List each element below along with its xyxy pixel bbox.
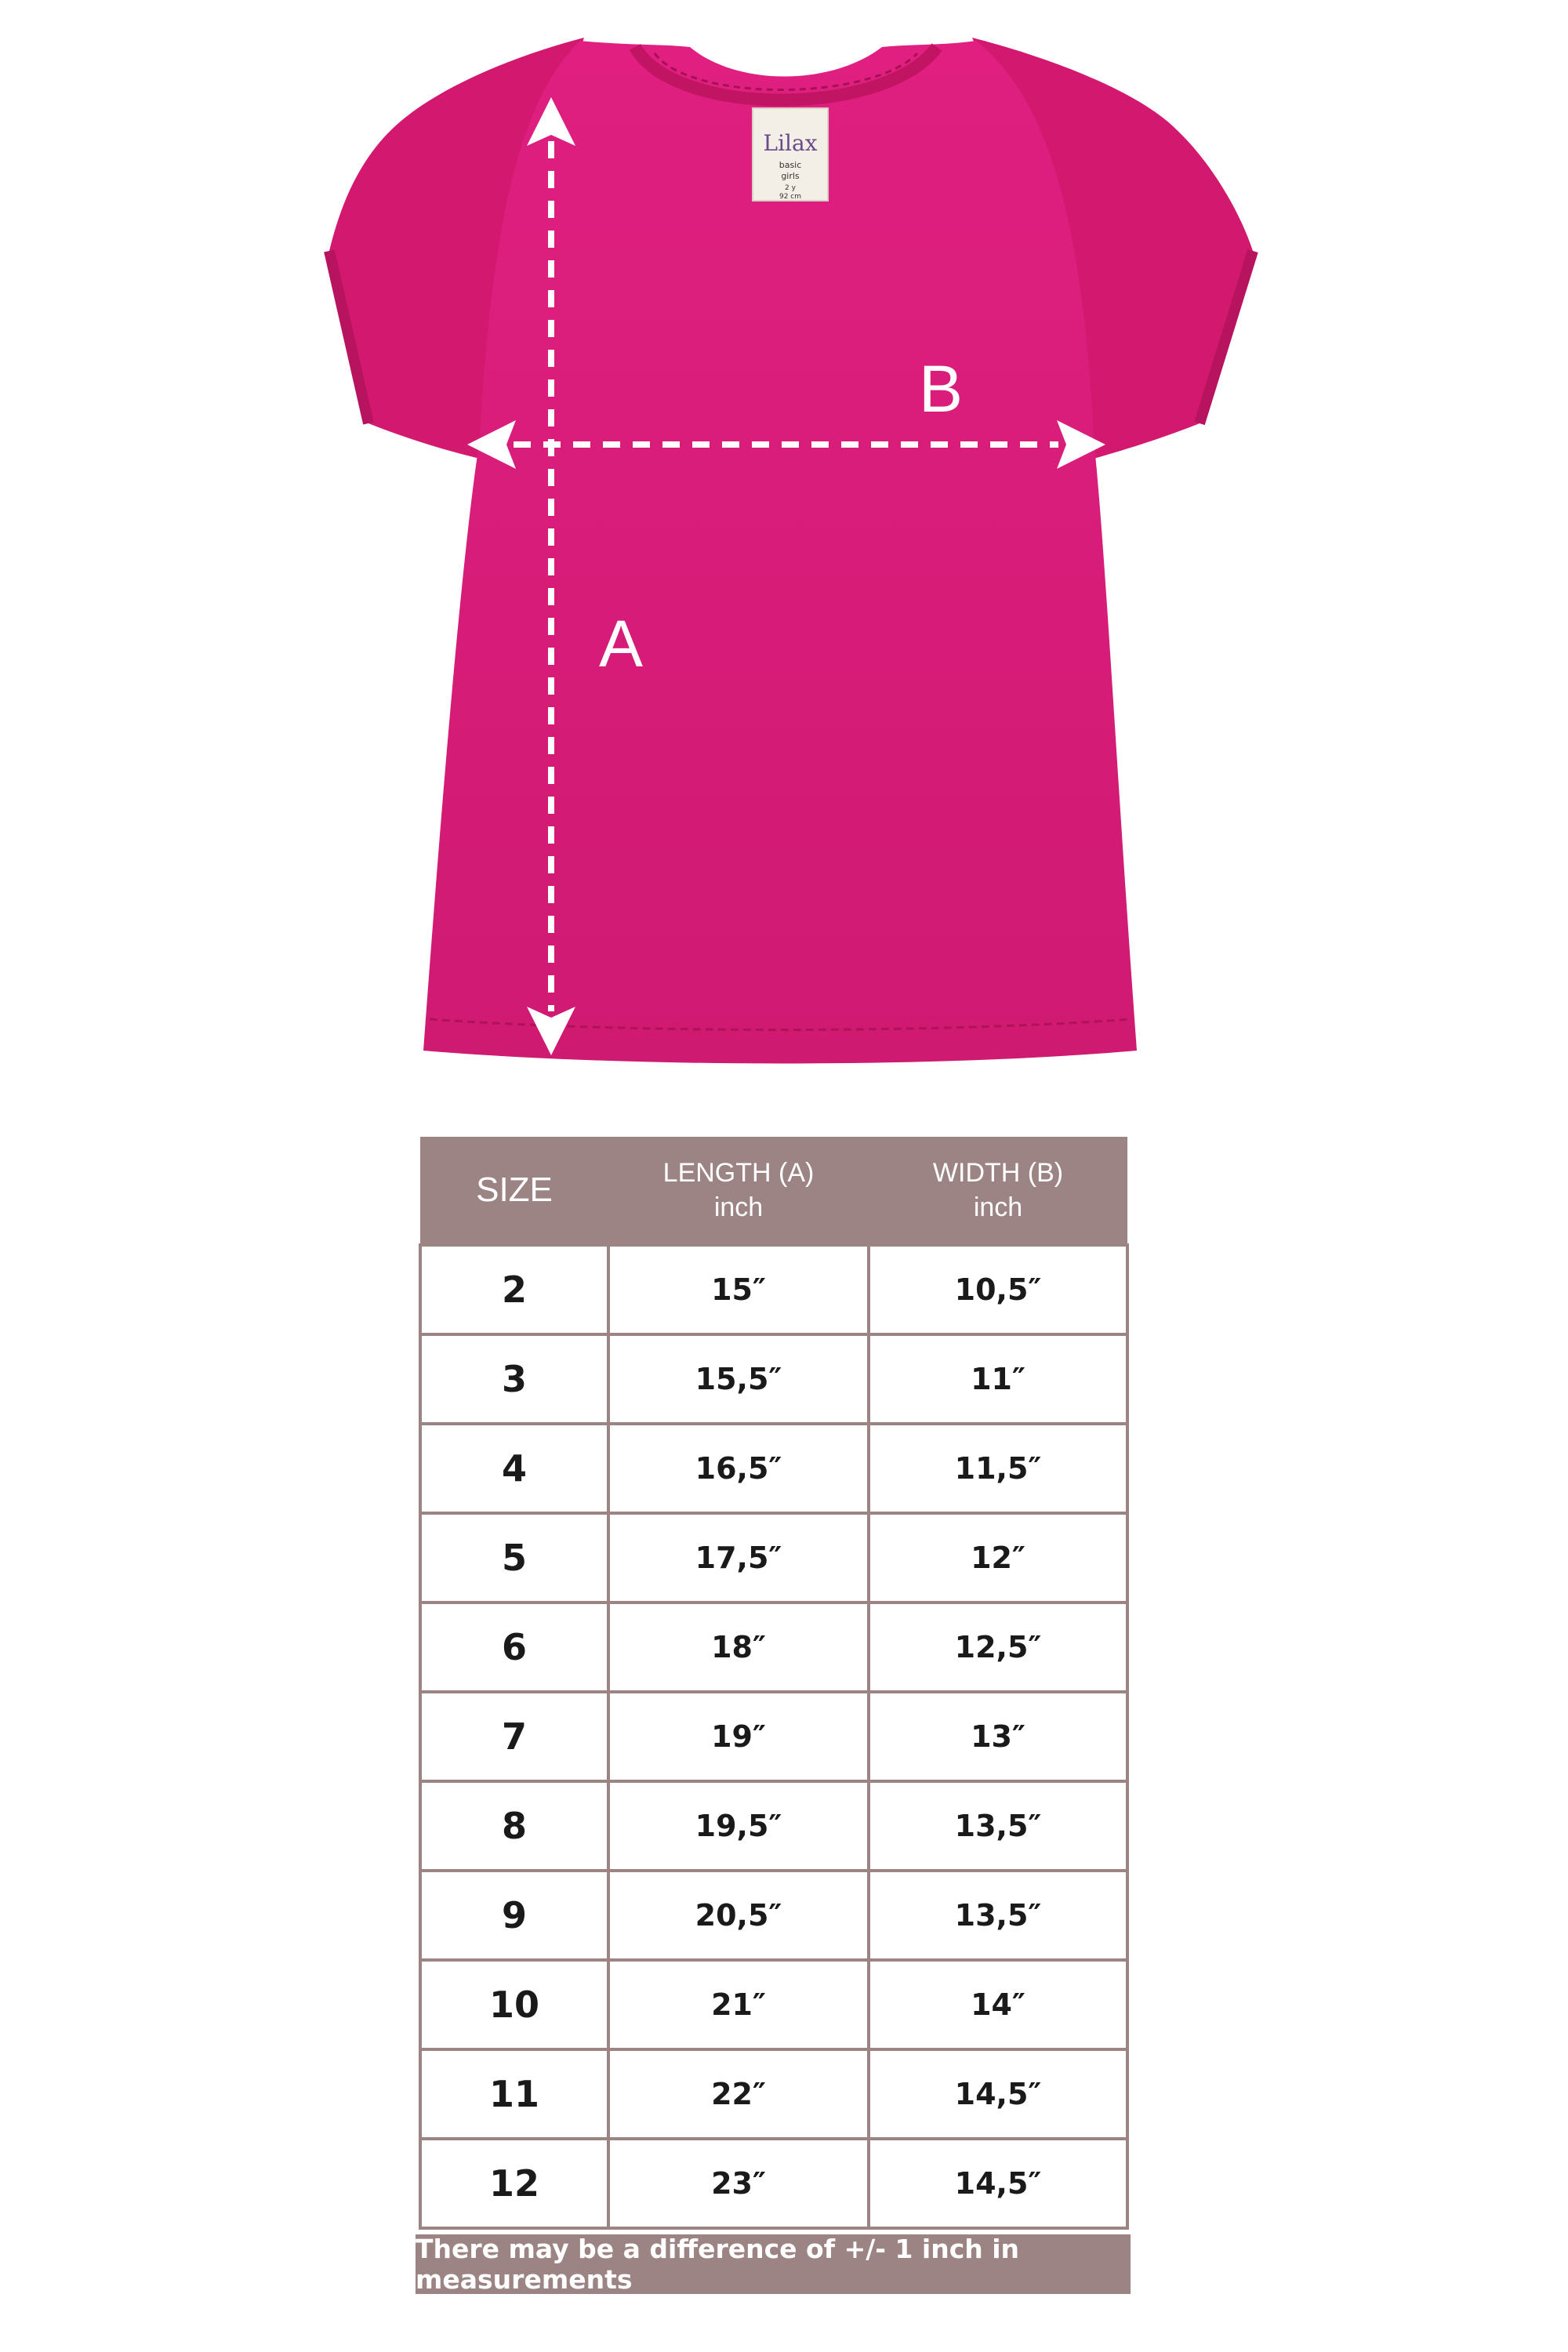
svg-text:basic: basic — [779, 160, 802, 170]
size-cell: 11 — [420, 2049, 608, 2139]
measure-a-letter: A — [598, 607, 644, 681]
width-cell: 11,5″ — [869, 1424, 1127, 1513]
table-row — [420, 1781, 1127, 1871]
length-cell: 19,5″ — [608, 1781, 869, 1871]
size-cell: 9 — [420, 1871, 608, 1960]
width-cell: 12,5″ — [869, 1602, 1127, 1692]
length-cell: 19″ — [608, 1692, 869, 1781]
length-cell: 23″ — [608, 2139, 869, 2228]
length-cell: 22″ — [608, 2049, 869, 2139]
table-row — [420, 1245, 1127, 1334]
brand-label — [753, 108, 828, 201]
table-row — [420, 1513, 1127, 1602]
size-cell: 6 — [420, 1602, 608, 1692]
table-row — [420, 1602, 1127, 1692]
svg-text:girls: girls — [781, 171, 800, 181]
width-column-header: WIDTH (B) inch — [869, 1137, 1127, 1245]
size-chart-table — [419, 1137, 1129, 2230]
table-header-row — [420, 1137, 1127, 1245]
width-cell: 14″ — [869, 1960, 1127, 2049]
table-row — [420, 2049, 1127, 2139]
table-row — [420, 1871, 1127, 1960]
table-row — [420, 2139, 1127, 2228]
size-column-header: SIZE — [420, 1137, 608, 1245]
size-cell: 12 — [420, 2139, 608, 2228]
svg-text:92 cm: 92 cm — [779, 193, 802, 201]
size-cell: 10 — [420, 1960, 608, 2049]
width-cell: 13,5″ — [869, 1871, 1127, 1960]
label-brand-text: Lilax — [763, 130, 818, 156]
length-cell: 17,5″ — [608, 1513, 869, 1602]
width-cell: 12″ — [869, 1513, 1127, 1602]
length-cell: 18″ — [608, 1602, 869, 1692]
width-cell: 11″ — [869, 1334, 1127, 1424]
measure-b-letter: B — [918, 352, 964, 426]
table-row — [420, 1692, 1127, 1781]
size-cell: 4 — [420, 1424, 608, 1513]
width-cell: 10,5″ — [869, 1245, 1127, 1334]
length-cell: 15,5″ — [608, 1334, 869, 1424]
size-cell: 3 — [420, 1334, 608, 1424]
table-row — [420, 1334, 1127, 1424]
length-cell: 21″ — [608, 1960, 869, 2049]
table-row — [420, 1424, 1127, 1513]
width-cell: 14,5″ — [869, 2139, 1127, 2228]
svg-text:2 y: 2 y — [785, 184, 796, 192]
length-cell: 20,5″ — [608, 1871, 869, 1960]
size-cell: 7 — [420, 1692, 608, 1781]
width-cell: 14,5″ — [869, 2049, 1127, 2139]
measurement-disclaimer: There may be a difference of +/- 1 inch in measurements — [416, 2234, 1131, 2294]
length-cell: 15″ — [608, 1245, 869, 1334]
size-cell: 5 — [420, 1513, 608, 1602]
width-cell: 13″ — [869, 1692, 1127, 1781]
length-column-header: LENGTH (A) inch — [608, 1137, 869, 1245]
width-cell: 13,5″ — [869, 1781, 1127, 1871]
tshirt-illustration — [0, 0, 1568, 1098]
length-cell: 16,5″ — [608, 1424, 869, 1513]
table-row — [420, 1960, 1127, 2049]
size-cell: 8 — [420, 1781, 608, 1871]
size-cell: 2 — [420, 1245, 608, 1334]
